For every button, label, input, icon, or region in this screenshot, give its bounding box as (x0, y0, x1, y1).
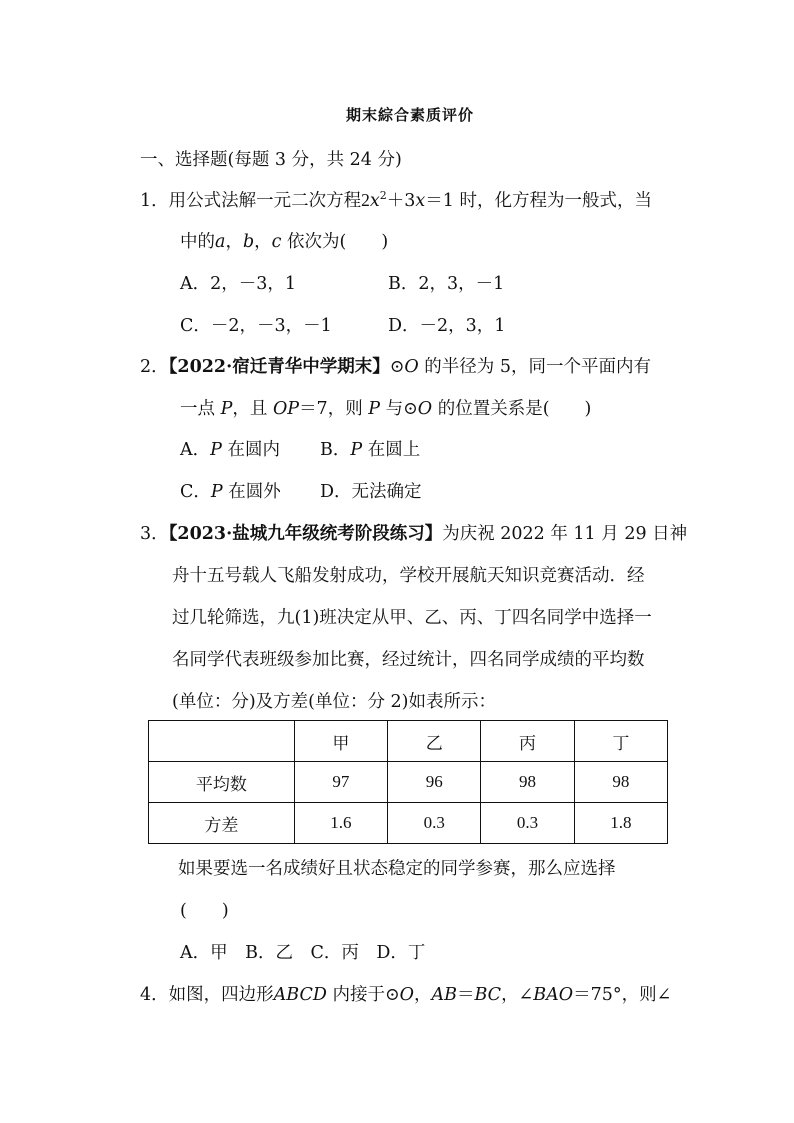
option-label: B． (320, 440, 351, 460)
question-1-suffix: ＝1 时，化方程为一般式，当 (425, 191, 652, 211)
question-4-text: 内接于⊙ (326, 985, 400, 1005)
var-a: a (215, 232, 226, 252)
table-row-label: 平均数 (149, 762, 295, 803)
table-header-cell: 丙 (481, 721, 574, 762)
var-b: b (242, 232, 255, 252)
table-cell: 0.3 (481, 803, 574, 844)
question-2-text: 一点 (180, 399, 221, 419)
question-3-line-1 (140, 522, 687, 546)
var-c: c (271, 232, 282, 252)
question-3-line-3: 过几轮筛选，九(1)班决定从甲、乙、丙、丁四名同学中选择一 (172, 608, 652, 628)
question-3-line-5: (单位：分)及方差(单位：分 2)如表所示： (172, 692, 497, 712)
var-bc: BC (474, 985, 502, 1005)
question-2-text: ，且 (232, 399, 273, 419)
question-2-answer-blank: 的位置关系是( ) (432, 399, 592, 419)
question-1-option-a: A．2，－3，1 (180, 274, 297, 294)
question-2-option-d: D．无法确定 (320, 482, 422, 502)
table-cell: 97 (294, 762, 387, 803)
page-title: 期末綜合素质评价 (345, 106, 474, 124)
equation-coef: 2 (361, 190, 370, 210)
option-label: C． (180, 482, 211, 502)
question-number: 2． (140, 357, 169, 377)
var-o: O (417, 399, 433, 419)
question-2-line-2 (180, 397, 591, 421)
circle-symbol: ⊙ (389, 357, 405, 377)
var-ab: AB (431, 985, 457, 1005)
separator: ， (254, 232, 272, 252)
section-heading: 一、选择题(每题 3 分，共 24 分) (140, 150, 402, 170)
var-p: P (210, 440, 222, 460)
question-number: 3． (140, 524, 169, 544)
question-1-option-c: C．－2，－3，－1 (180, 316, 332, 336)
var-p: P (220, 399, 233, 419)
option-text: 在圆外 (222, 482, 281, 502)
question-1-line-2 (180, 230, 388, 254)
table-row (149, 803, 668, 844)
equation-exponent: 2 (379, 189, 387, 203)
var-p: P (368, 399, 381, 419)
table-cell: 98 (574, 762, 667, 803)
question-4-text: ＝75°，则∠ (573, 985, 672, 1005)
question-2-option-b (320, 438, 420, 462)
question-3-answer-blank: ( ) (180, 901, 229, 921)
equation-var: x (415, 191, 426, 211)
separator: ， (225, 232, 243, 252)
question-4-text: ， (413, 985, 432, 1005)
table-cell: 1.6 (294, 803, 387, 844)
score-table (148, 720, 668, 844)
question-2-text: ＝7，则 (299, 399, 369, 419)
question-1-text: 中的 (180, 232, 215, 252)
question-2-option-c (180, 480, 281, 504)
question-1-answer-blank: 依次为( ) (281, 232, 389, 252)
table-header-cell (149, 721, 295, 762)
var-o: O (404, 357, 419, 377)
question-1-option-b: B．2，3，－1 (388, 274, 505, 294)
question-source: 【2023·盐城九年级统考阶段练习】 (168, 524, 443, 544)
var-abcd: ABCD (273, 985, 327, 1005)
table-cell: 1.8 (574, 803, 667, 844)
table-cell: 98 (481, 762, 574, 803)
question-3-text: 为庆祝 2022 年 11 月 29 日神 (442, 524, 688, 544)
var-p: P (350, 440, 363, 460)
equation-var: x (369, 191, 380, 211)
question-3-line-4: 名同学代表班级参加比赛，经过统计，四名同学成绩的平均数 (172, 650, 645, 670)
question-4-text: 4．如图，四边形 (140, 985, 274, 1005)
var-o: O (399, 985, 414, 1005)
question-2-text: 的半径为 5，同一个平面内有 (418, 357, 651, 377)
option-label: A． (180, 440, 211, 460)
table-cell: 0.3 (388, 803, 481, 844)
table-row (149, 762, 668, 803)
question-source: 【2022·宿迁青华中学期末】 (168, 357, 390, 377)
question-2-option-a (180, 438, 280, 462)
question-3-follow-up: 如果要选一名成绩好且状态稳定的同学参赛，那么应选择 (178, 859, 616, 879)
option-text: 在圆上 (362, 440, 421, 460)
table-header-cell: 甲 (294, 721, 387, 762)
question-3-options: A．甲 B．乙 C．丙 D．丁 (180, 943, 426, 963)
question-2-line-1 (140, 355, 651, 379)
option-text: 在圆内 (221, 440, 280, 460)
equation-term: ＋3 (386, 191, 416, 211)
table-header-cell: 丁 (574, 721, 667, 762)
table-cell: 96 (388, 762, 481, 803)
question-2-text: 与⊙ (380, 399, 418, 419)
question-1-option-d: D．－2，3，1 (388, 316, 506, 336)
question-4-text: ，∠ (501, 985, 534, 1005)
var-op: OP (272, 399, 300, 419)
var-p: P (210, 482, 223, 502)
table-header-cell: 乙 (388, 721, 481, 762)
question-1-line-1 (140, 188, 652, 213)
var-bao: BAO (533, 985, 574, 1005)
question-4-line-1 (140, 983, 671, 1007)
question-1-prefix: 1．用公式法解一元二次方程 (140, 191, 362, 211)
table-row-label: 方差 (149, 803, 295, 844)
table-header-row (149, 721, 668, 762)
question-4-text: ＝ (456, 985, 475, 1005)
question-3-line-2: 舟十五号载人飞船发射成功，学校开展航天知识竞赛活动．经 (172, 566, 645, 586)
